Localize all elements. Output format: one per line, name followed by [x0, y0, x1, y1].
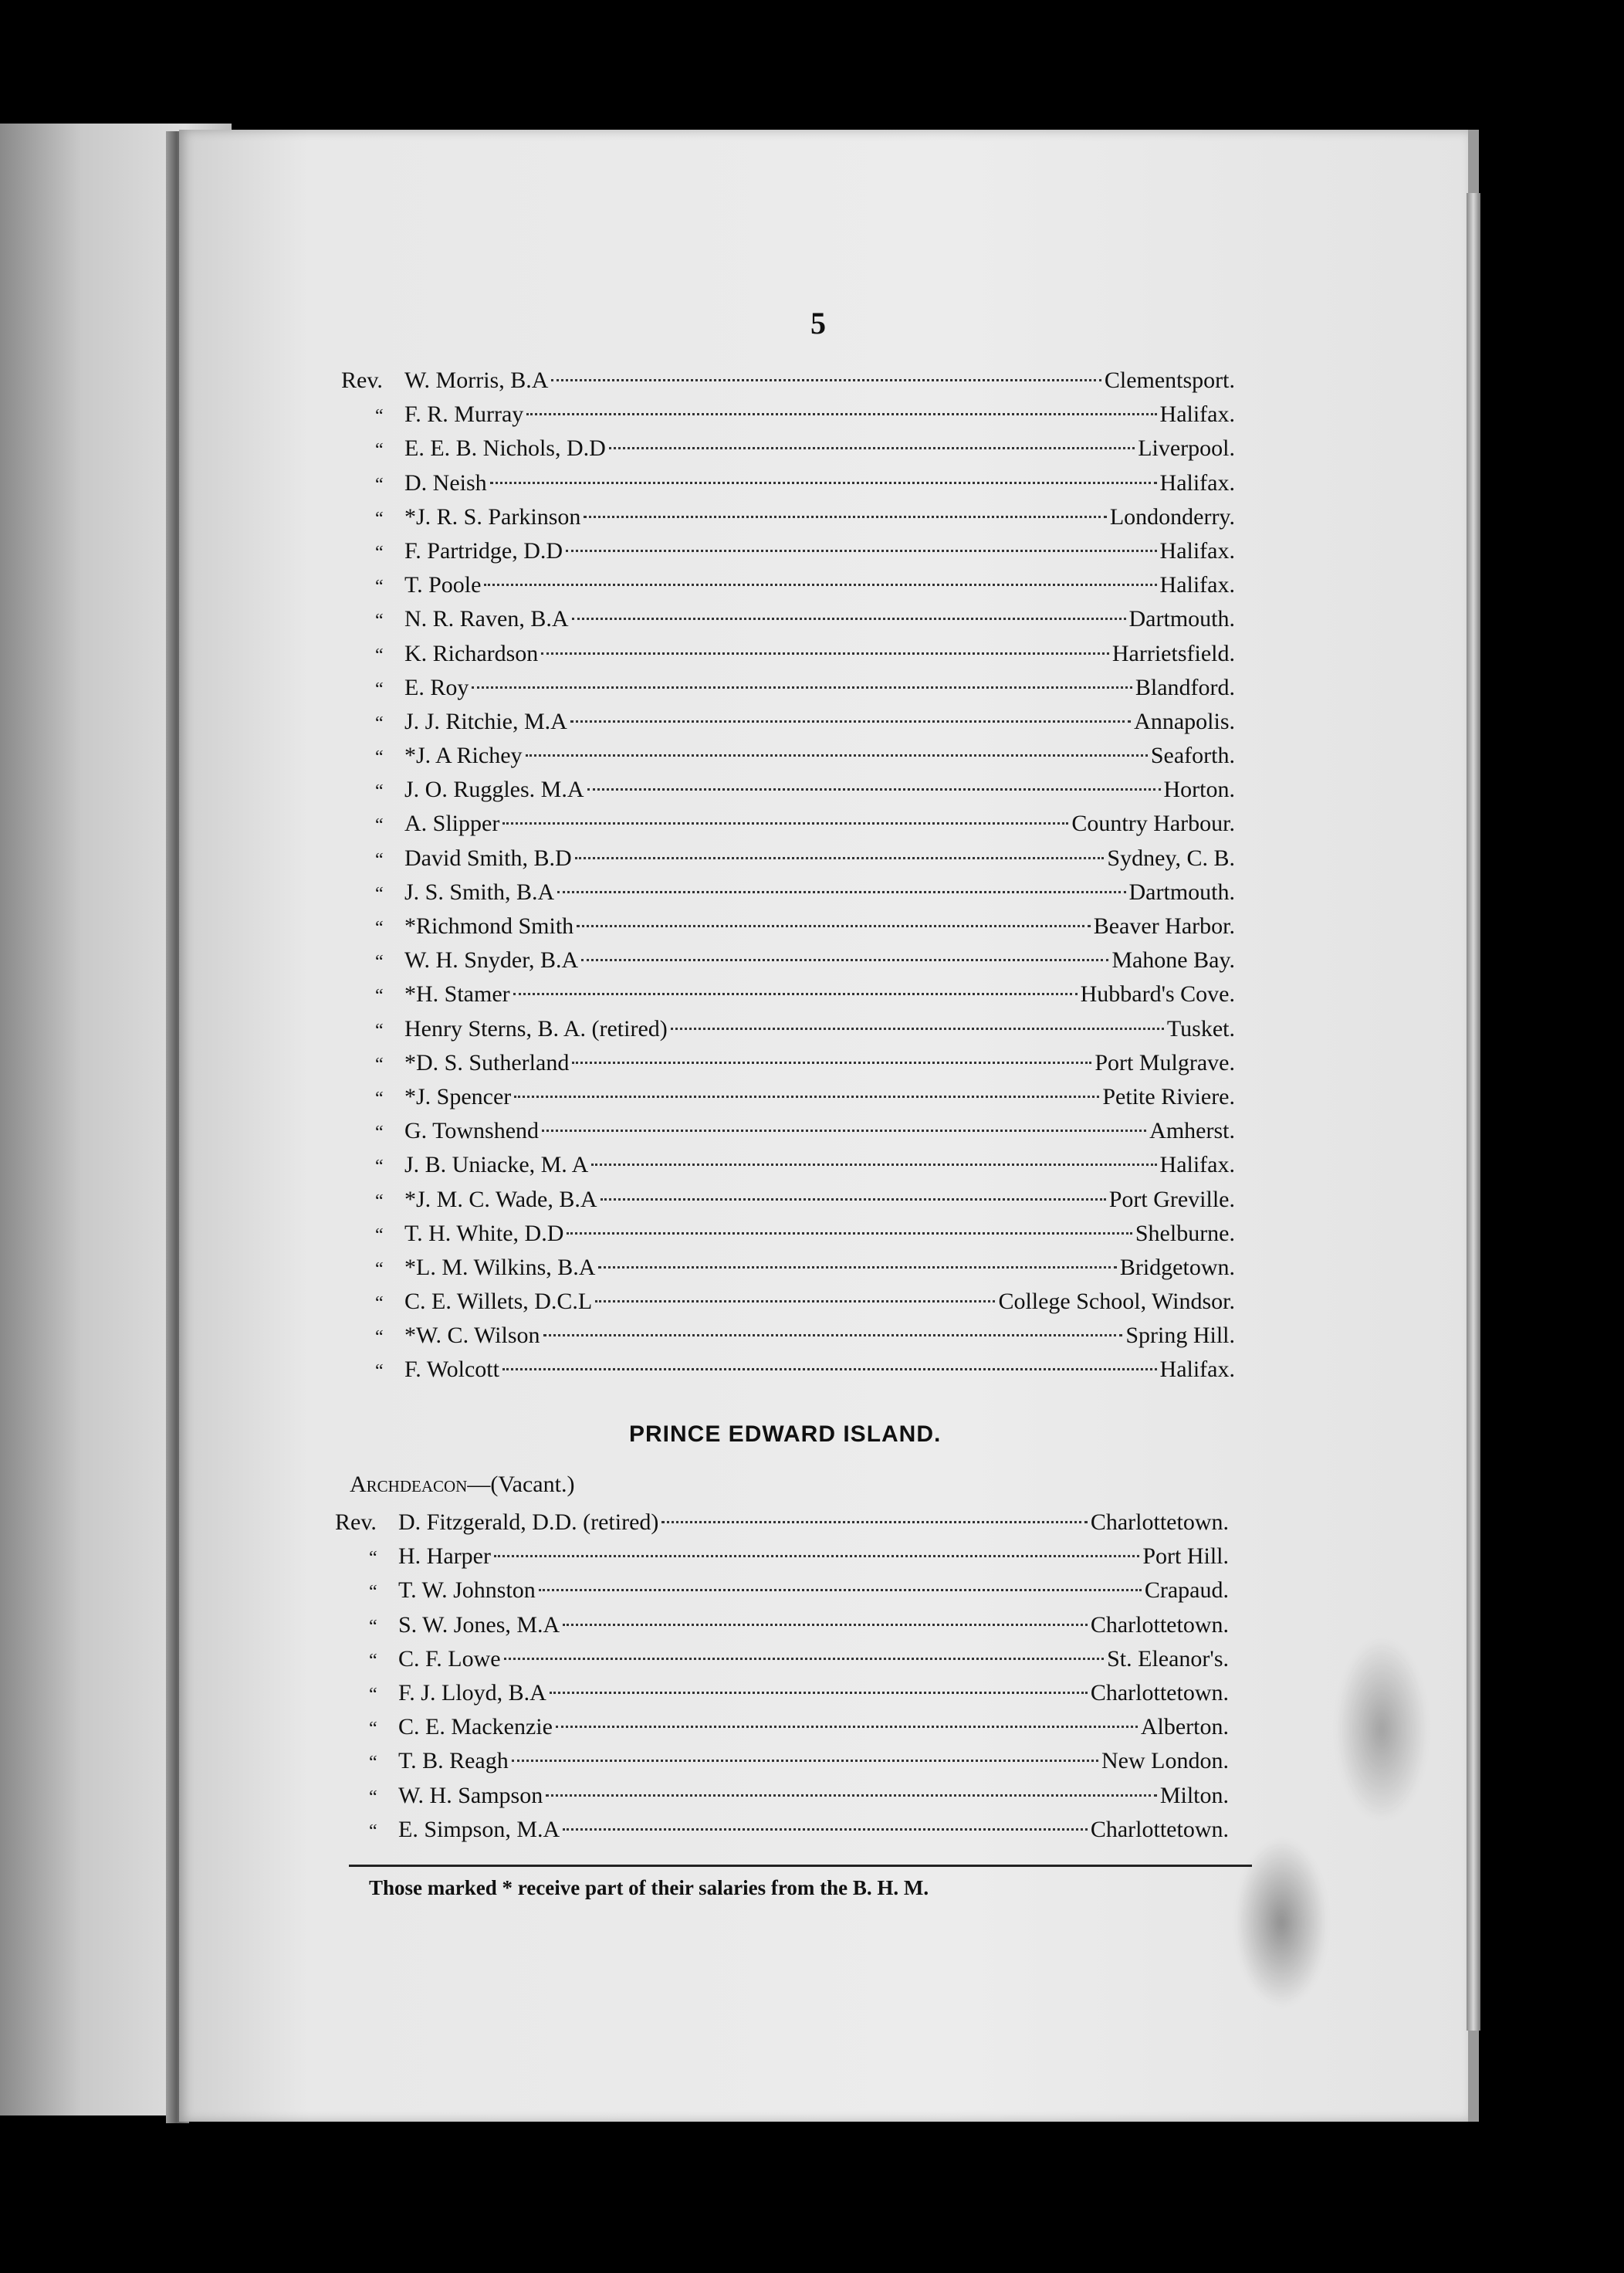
- list-item: [355, 1323, 1235, 1357]
- ditto-mark: “: [375, 1258, 384, 1279]
- ditto-mark: “: [375, 986, 384, 1007]
- parish-place: Blandford.: [1135, 674, 1235, 700]
- archdeacon-line: [350, 1472, 574, 1498]
- parish-place: Mahone Bay.: [1111, 947, 1235, 974]
- clergy-name: A. Slipper: [404, 811, 500, 837]
- parish-place: Londonderry.: [1109, 503, 1235, 530]
- clergy-name: E. Roy: [404, 674, 469, 700]
- ditto-mark: “: [375, 577, 384, 598]
- ditto-mark: “: [375, 440, 384, 461]
- ditto-mark: “: [375, 1123, 384, 1143]
- parish-place: Petite Riviere.: [1102, 1083, 1235, 1109]
- dot-leader: [577, 925, 1091, 927]
- dot-leader: [566, 550, 1156, 552]
- clergy-list-pei: [335, 1509, 1229, 1851]
- dot-leader: [587, 788, 1161, 791]
- clergy-name: T. B. Reagh: [398, 1748, 509, 1774]
- dot-leader: [595, 1300, 995, 1302]
- dot-leader: [541, 652, 1109, 655]
- clergy-name: Henry Sterns, B. A. (retired): [404, 1015, 668, 1042]
- dot-leader: [563, 1828, 1088, 1831]
- parish-place: Alberton.: [1140, 1714, 1229, 1740]
- list-item: [355, 743, 1235, 777]
- list-item: [355, 1118, 1235, 1152]
- dot-leader: [512, 1760, 1098, 1762]
- dot-leader: [484, 584, 1156, 586]
- clergy-name: W. H. Sampson: [398, 1782, 543, 1808]
- footnote-rule: [349, 1865, 1252, 1867]
- ditto-mark: “: [375, 1191, 384, 1211]
- ditto-mark: “: [369, 1753, 377, 1773]
- ditto-mark: “: [375, 611, 384, 632]
- parish-place: Halifax.: [1159, 572, 1235, 598]
- clergy-name: F. J. Lloyd, B.A: [398, 1679, 546, 1706]
- clergy-name: J. B. Uniacke, M. A: [404, 1152, 589, 1178]
- list-item: [355, 981, 1235, 1015]
- ditto-mark: “: [375, 713, 384, 733]
- dot-leader: [546, 1794, 1157, 1797]
- list-item: [355, 401, 1235, 435]
- archdeacon-label: Archdeacon: [350, 1472, 468, 1497]
- ditto-mark: “: [375, 406, 384, 427]
- list-item: [355, 811, 1235, 845]
- dot-leader: [591, 1164, 1156, 1166]
- parish-place: Annapolis.: [1134, 708, 1235, 734]
- dot-leader: [557, 891, 1125, 893]
- ditto-mark: “: [369, 1821, 377, 1841]
- parish-place: New London.: [1101, 1748, 1229, 1774]
- parish-place: Charlottetown.: [1090, 1509, 1229, 1535]
- clergy-name: C. E. Willets, D.C.L: [404, 1289, 593, 1315]
- dot-leader: [539, 1589, 1142, 1591]
- parish-place: Port Mulgrave.: [1095, 1049, 1235, 1076]
- clergy-name: D. Fitzgerald, D.D. (retired): [398, 1509, 659, 1535]
- parish-place: Dartmouth.: [1128, 879, 1235, 905]
- clergy-name: F. Partridge, D.D: [404, 537, 563, 564]
- parish-place: Amherst.: [1149, 1118, 1235, 1144]
- clergy-name: G. Townshend: [404, 1118, 540, 1144]
- clergy-name: E. E. B. Nichols, D.D: [404, 435, 606, 462]
- dot-leader: [494, 1555, 1139, 1557]
- parish-place: Sydney, C. B.: [1107, 845, 1235, 871]
- clergy-name: F. Wolcott: [404, 1357, 499, 1383]
- list-item: [355, 641, 1235, 675]
- dot-leader: [490, 482, 1157, 484]
- list-item: [355, 1221, 1235, 1255]
- page-stain: [1235, 1838, 1328, 2007]
- parish-place: Seaforth.: [1150, 743, 1235, 769]
- list-item: [349, 1577, 1229, 1611]
- list-item: [355, 1289, 1235, 1323]
- clergy-name: D. Neish: [404, 469, 487, 496]
- clergy-name: *J. M. C. Wade, B.A: [404, 1186, 597, 1212]
- clergy-name: J. J. Ritchie, M.A: [404, 708, 567, 734]
- clergy-name: W. H. Snyder, B.A: [404, 947, 579, 974]
- ditto-mark: “: [375, 952, 384, 973]
- clergy-name: K. Richardson: [404, 640, 539, 666]
- ditto-mark: “: [375, 1225, 384, 1245]
- parish-place: Charlottetown.: [1090, 1611, 1229, 1638]
- ditto-mark: “: [375, 747, 384, 768]
- dot-leader: [567, 1232, 1132, 1235]
- list-item: [355, 1050, 1235, 1084]
- list-item: [349, 1748, 1229, 1782]
- ditto-mark: “: [369, 1684, 377, 1705]
- clergy-name: F. R. Murray: [404, 401, 524, 428]
- dot-leader: [513, 993, 1078, 995]
- parish-place: Spring Hill.: [1125, 1323, 1235, 1349]
- parish-place: St. Eleanor's.: [1107, 1645, 1229, 1672]
- dot-leader: [661, 1521, 1087, 1523]
- clergy-name: *J. R. S. Parkinson: [404, 503, 581, 530]
- list-item: [355, 709, 1235, 743]
- parish-place: Halifax.: [1159, 1152, 1235, 1178]
- ditto-mark: “: [375, 815, 384, 836]
- clergy-name: H. Harper: [398, 1543, 491, 1570]
- dot-leader: [598, 1266, 1116, 1269]
- parish-place: Hubbard's Cove.: [1080, 981, 1235, 1008]
- clergy-name: E. Simpson, M.A: [398, 1816, 560, 1842]
- dot-leader: [550, 1692, 1088, 1694]
- list-item: [335, 1509, 1229, 1543]
- parish-place: Halifax.: [1159, 537, 1235, 564]
- ditto-mark: “: [375, 1361, 384, 1382]
- ditto-mark: “: [375, 918, 384, 938]
- page-number: 5: [810, 306, 826, 340]
- dot-leader: [584, 516, 1106, 518]
- parish-place: Country Harbour.: [1071, 811, 1235, 837]
- ditto-mark: “: [375, 679, 384, 700]
- clergy-name: T. W. Johnston: [398, 1577, 536, 1604]
- dot-leader: [504, 1658, 1105, 1660]
- clergy-list-nova-scotia: [341, 368, 1235, 1391]
- ditto-mark: “: [375, 474, 384, 495]
- dot-leader: [581, 959, 1108, 961]
- parish-place: Beaver Harbor.: [1093, 913, 1235, 939]
- rev-prefix: Rev.: [335, 1509, 377, 1535]
- parish-place: Tusket.: [1166, 1015, 1235, 1042]
- list-item: [349, 1543, 1229, 1577]
- parish-place: Port Greville.: [1108, 1186, 1235, 1212]
- clergy-name: N. R. Raven, B.A: [404, 606, 569, 632]
- ditto-mark: “: [375, 1293, 384, 1314]
- dot-leader: [526, 754, 1148, 757]
- clergy-name: J. S. Smith, B.A: [404, 879, 555, 905]
- dot-leader: [570, 720, 1131, 723]
- parish-place: Dartmouth.: [1128, 606, 1235, 632]
- clergy-name: *L. M. Wilkins, B.A: [404, 1254, 596, 1280]
- clergy-name: S. W. Jones, M.A: [398, 1611, 560, 1638]
- dot-leader: [572, 618, 1126, 620]
- dot-leader: [542, 1130, 1146, 1132]
- parish-place: Crapaud.: [1144, 1577, 1229, 1604]
- dot-leader: [601, 1198, 1106, 1201]
- dot-leader: [671, 1028, 1164, 1030]
- parish-place: College School, Windsor.: [998, 1289, 1235, 1315]
- ditto-mark: “: [375, 781, 384, 802]
- dot-leader: [472, 686, 1132, 689]
- parish-place: Harrietsfield.: [1111, 640, 1235, 666]
- clergy-name: David Smith, B.D: [404, 845, 572, 871]
- dot-leader: [543, 1334, 1123, 1336]
- ditto-mark: “: [375, 883, 384, 904]
- list-item: [349, 1680, 1229, 1714]
- ditto-mark: “: [375, 1020, 384, 1041]
- list-item: [355, 777, 1235, 811]
- ditto-mark: “: [369, 1787, 377, 1807]
- ditto-mark: “: [375, 849, 384, 870]
- list-item: [355, 538, 1235, 572]
- dot-leader: [556, 1726, 1138, 1728]
- list-item: [349, 1646, 1229, 1680]
- clergy-name: C. E. Mackenzie: [398, 1714, 553, 1740]
- ditto-mark: “: [369, 1650, 377, 1671]
- dot-leader: [514, 1096, 1099, 1098]
- list-item: [341, 368, 1235, 401]
- list-item: [355, 504, 1235, 538]
- rev-prefix: Rev.: [341, 368, 383, 393]
- page-stain: [1335, 1637, 1428, 1822]
- list-item: [349, 1817, 1229, 1851]
- ditto-mark: “: [375, 645, 384, 666]
- list-item: [355, 470, 1235, 504]
- parish-place: Horton.: [1163, 777, 1235, 803]
- clergy-name: T. H. White, D.D: [404, 1220, 564, 1246]
- parish-place: Liverpool.: [1138, 435, 1235, 462]
- dot-leader: [551, 379, 1101, 381]
- list-item: [355, 606, 1235, 640]
- clergy-name: C. F. Lowe: [398, 1645, 501, 1672]
- dot-leader: [502, 822, 1068, 825]
- clergy-name: *W. C. Wilson: [404, 1323, 540, 1349]
- parish-place: Charlottetown.: [1090, 1816, 1229, 1842]
- list-item: [355, 1255, 1235, 1289]
- list-item: [355, 879, 1235, 913]
- dot-leader: [526, 413, 1156, 415]
- parish-place: Shelburne.: [1135, 1220, 1235, 1246]
- ditto-mark: “: [375, 1088, 384, 1109]
- clergy-name: *J. Spencer: [404, 1083, 512, 1109]
- archdeacon-value: —(Vacant.): [467, 1472, 575, 1497]
- ditto-mark: “: [369, 1719, 377, 1739]
- list-item: [349, 1612, 1229, 1646]
- list-item: [355, 572, 1235, 606]
- clergy-name: *H. Stamer: [404, 981, 510, 1008]
- list-item: [355, 947, 1235, 981]
- list-item: [355, 1357, 1235, 1391]
- dot-leader: [575, 857, 1105, 859]
- parish-place: Port Hill.: [1142, 1543, 1229, 1570]
- ditto-mark: “: [375, 542, 384, 563]
- ditto-mark: “: [369, 1582, 377, 1603]
- dot-leader: [572, 1062, 1091, 1064]
- clergy-name: J. O. Ruggles. M.A: [404, 777, 584, 803]
- list-item: [355, 1187, 1235, 1221]
- section-heading-pei: PRINCE EDWARD ISLAND.: [629, 1421, 942, 1447]
- parish-place: Milton.: [1159, 1782, 1229, 1808]
- parish-place: Halifax.: [1159, 469, 1235, 496]
- parish-place: Halifax.: [1159, 1357, 1235, 1383]
- page-edge: [1467, 193, 1480, 2031]
- parish-place: Bridgetown.: [1119, 1254, 1235, 1280]
- ditto-mark: “: [375, 1157, 384, 1177]
- dot-leader: [609, 447, 1135, 449]
- parish-place: Halifax.: [1159, 401, 1235, 428]
- ditto-mark: “: [369, 1616, 377, 1637]
- list-item: [355, 1152, 1235, 1186]
- list-item: [355, 913, 1235, 947]
- footnote: Those marked * receive part of their salaries from the B. H. M.: [369, 1876, 929, 1899]
- ditto-mark: “: [375, 1327, 384, 1348]
- clergy-name: T. Poole: [404, 572, 482, 598]
- clergy-name: W. Morris, B.A: [404, 368, 549, 393]
- list-item: [349, 1783, 1229, 1817]
- list-item: [355, 845, 1235, 879]
- dot-leader: [563, 1624, 1088, 1626]
- ditto-mark: “: [375, 1054, 384, 1075]
- parish-place: Charlottetown.: [1090, 1679, 1229, 1706]
- parish-place: Clementsport.: [1104, 368, 1235, 393]
- list-item: [355, 1084, 1235, 1118]
- list-item: [355, 1016, 1235, 1050]
- ditto-mark: “: [375, 508, 384, 529]
- list-item: [349, 1714, 1229, 1748]
- clergy-name: *D. S. Sutherland: [404, 1049, 570, 1076]
- ditto-mark: “: [369, 1548, 377, 1569]
- clergy-name: *Richmond Smith: [404, 913, 574, 939]
- clergy-name: *J. A Richey: [404, 743, 523, 769]
- list-item: [355, 675, 1235, 709]
- list-item: [355, 435, 1235, 469]
- dot-leader: [502, 1368, 1157, 1370]
